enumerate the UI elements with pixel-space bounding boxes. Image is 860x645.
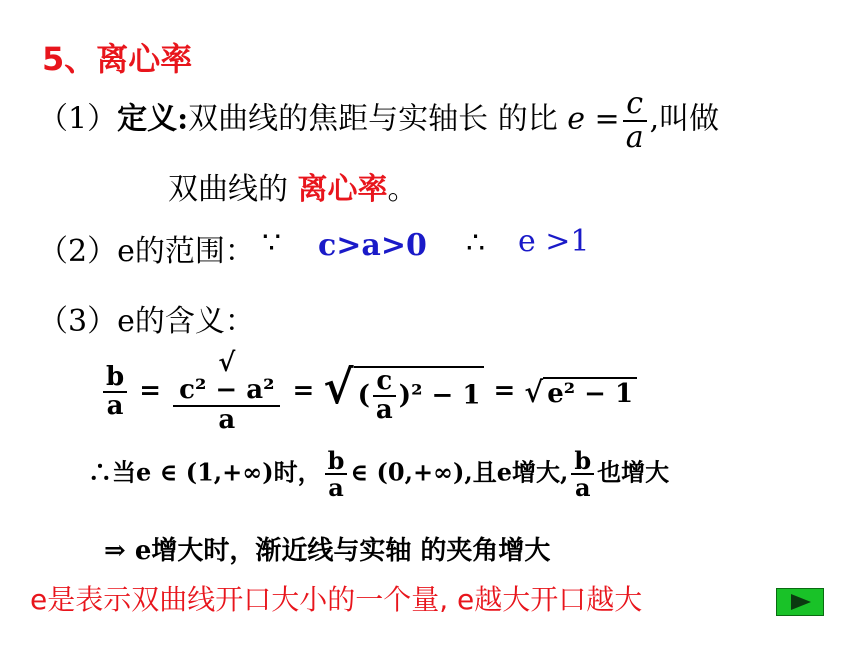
fraction-numerator: c <box>623 88 647 122</box>
range-label: （2）e的范围： <box>38 234 255 269</box>
equals-sign-3: = <box>493 375 516 406</box>
inner-denominator-a: a <box>375 394 393 425</box>
definition-line <box>38 88 719 153</box>
equals-sign: = <box>139 375 162 406</box>
when-condition: 当e ∈ (1,+∞)时， <box>112 457 322 487</box>
sqrt-c-over-a-squared: √ ( $\frac{c}{a}$ )² − 1 <box>323 360 484 424</box>
because-symbol: ∵ <box>262 226 282 261</box>
conclusion-line: e是表示双曲线开口大小的一个量, e越大开口越大 <box>30 583 643 616</box>
definition-heading: 定义: <box>117 101 189 137</box>
radicand-c2-a2: c² − a² <box>179 375 275 406</box>
ratio-formula <box>100 350 637 434</box>
period: 。 <box>387 172 418 207</box>
inner-numerator-c: c <box>373 368 396 397</box>
c-over-a-fraction <box>623 88 647 153</box>
denominator-a-3: a <box>328 473 344 503</box>
section-title: 5、离心率 <box>42 40 193 78</box>
fraction-denominator: a <box>625 119 644 155</box>
b-over-a <box>103 361 127 421</box>
square-minus-one: ² − 1 <box>411 379 481 410</box>
meaning-label: （3）e的含义： <box>38 304 255 339</box>
play-icon[interactable] <box>776 588 824 616</box>
numerator-b-2: b <box>325 448 348 475</box>
definition-text: 双曲线的焦距与实轴长 的比 <box>188 101 558 137</box>
b-over-a-3 <box>571 446 594 503</box>
item-number: （1） <box>38 101 118 137</box>
eccentricity-term: 离心率 <box>297 172 388 207</box>
definition-tail: ,叫做 <box>649 101 720 137</box>
sqrt-e2-1: √ e² − 1 <box>524 375 637 409</box>
also-increases: 也增大 <box>597 457 670 487</box>
implication-line: ⇒ e增大时，渐近线与实轴 的夹角增大 <box>104 536 551 566</box>
definition-line-2 <box>168 164 418 208</box>
when-line <box>88 446 670 503</box>
numerator-b: b <box>103 364 127 393</box>
range-result: e >1 <box>518 224 590 259</box>
therefore-symbol: ∴ <box>466 226 486 261</box>
when-range: ∈ (0,+∞),且e增大, <box>350 457 569 487</box>
sqrt-c2-a2-over-a <box>173 350 280 434</box>
denominator-a-2: a <box>218 404 236 435</box>
numerator-b-3: b <box>571 448 594 475</box>
b-over-a-2 <box>325 446 348 503</box>
denominator-a-4: a <box>574 473 591 503</box>
equals-sign-2: = <box>292 375 315 406</box>
therefore-symbol-2: ∴ <box>88 457 112 487</box>
range-condition: c>a>0 <box>318 228 427 263</box>
definition-text-2: 双曲线的 <box>168 172 288 207</box>
radicand-e2-1: e² − 1 <box>543 377 637 409</box>
denominator-a: a <box>106 390 124 421</box>
sqrt-numerator: √ c² − a² <box>173 350 280 407</box>
eccentricity-lhs: e = <box>567 101 620 137</box>
